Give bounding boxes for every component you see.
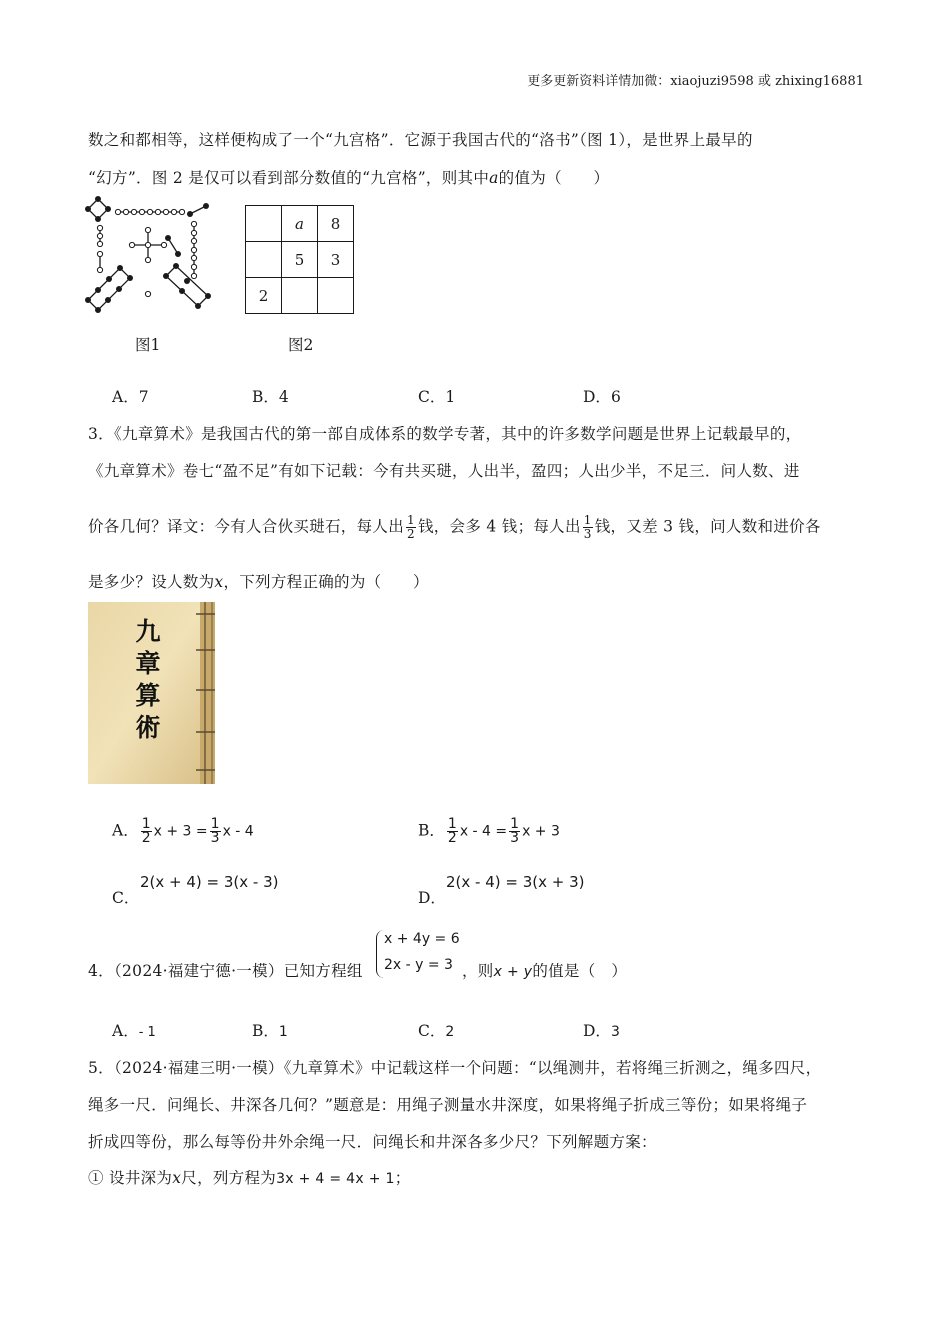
fraction-numerator: 1 [510,816,520,832]
grid-row [246,242,354,278]
option-value: - 1 [138,1025,156,1040]
option-expr: x + 3 [522,823,560,840]
option-label: D． [583,1022,611,1040]
fraction [447,818,458,845]
option-value: 7 [138,388,149,406]
jiuzhang-suanshu-book-image [88,602,215,784]
q5-equation: 3x + 4 = 4x + 1 [276,1171,395,1187]
q2-line2-part-a: “幻方”．图 2 是仅可以看到部分数值的“九宫格”，则其中 [88,169,490,187]
page-header: 更多更新资料详情加微：xiaojuzi9598 或 zhixing16881 [527,74,864,89]
q3-line3-part-c: 钱，又差 3 钱，问人数和进价各 [594,517,821,536]
fraction-half [406,514,416,541]
q2-text-line-2 [88,166,609,188]
option-value: 4 [278,388,289,406]
fraction-denominator: 2 [141,830,151,846]
fraction [141,818,152,845]
fraction [210,818,221,845]
grid-row [246,206,354,242]
q2-option-c[interactable] [418,385,455,407]
q3-text-line-1: 3．《九章算术》是我国古代的第一部自成体系的数学专著，其中的许多数学问题是世界上记载最早的， [88,425,802,443]
q4-prefix: 4．（2024·福建宁德·一模）已知方程组 [88,962,363,980]
q2-variable-a: a [489,169,499,187]
grid-cell [246,242,282,278]
fraction-numerator: 1 [141,816,151,832]
grid-cell: 3 [318,242,354,278]
option-label: A． [112,821,139,840]
fig1-caption: 图1 [135,336,161,354]
grid-cell: a [282,206,318,242]
fraction-denominator: 3 [583,527,592,541]
option-label: B． [418,821,445,840]
option-label: D． [583,388,611,406]
q4-option-c[interactable] [418,1019,454,1041]
nine-grid [245,205,354,314]
grid-cell: 2 [246,278,282,314]
q3-text-line-4 [88,570,429,592]
grid-cell [246,206,282,242]
book-title-char: 九 [135,617,161,646]
book-title-char: 術 [135,713,161,742]
q4-option-b[interactable] [252,1019,288,1041]
q4-suffix-part-a: ，则 [462,962,494,980]
q5-text-line-2: 绳多一尺．问绳长、井深各几何？”题意是：用绳子测量水井深度，如果将绳子折成三等份；如果将绳子 [88,1096,808,1114]
option-value: 6 [610,388,621,406]
option-value: 1 [445,388,456,406]
q3-text-line-3 [88,514,821,541]
option-value: 3 [610,1024,620,1040]
q4-option-d[interactable] [583,1019,620,1041]
q5-line4-part-a: ① 设井深为 [88,1169,173,1187]
fraction-denominator: 3 [210,830,220,846]
q3-option-d-expr[interactable]: 2(x - 4) = 3(x + 3) [446,873,585,891]
fraction-denominator: 2 [447,830,457,846]
q3-variable-x: x [214,573,224,591]
q2-line2-part-b: 的值为（ ） [498,169,610,187]
fraction-numerator: 1 [210,816,220,832]
q5-line4-part-c: ； [394,1169,411,1187]
fraction-numerator: 1 [407,513,415,527]
fraction [509,818,520,845]
option-label: B． [252,388,279,406]
fraction-denominator: 3 [510,830,520,846]
option-expr: x - 4 [222,823,254,840]
q4-suffix [462,959,627,981]
q3-line3-part-b: 钱，会多 4 钱；每人出 [417,517,581,536]
q3-option-c-label[interactable]: C． [112,889,140,907]
grid-cell [282,278,318,314]
q3-option-c-expr[interactable]: 2(x + 4) = 3(x - 3) [140,873,279,891]
q5-text-line-1: 5．（2024·福建三明·一模）《九章算术》中记载这样一个问题：“以绳测井，若将绳三折测之，绳多四尺， [88,1059,822,1077]
q5-text-line-4 [88,1166,411,1188]
option-expr: x + 3 = [153,823,208,840]
q2-option-d[interactable] [583,385,621,407]
q2-text-line-1: 数之和都相等，这样便构成了一个“九宫格”．它源于我国古代的“洛书”（图 1），是世界上最早的 [88,131,753,149]
q4-suffix-part-b: 的值是（ ） [532,962,628,980]
grid-row [246,278,354,314]
q5-line4-part-b: 尺，列方程为 [181,1169,277,1187]
q4-equation-1: x + 4y = 6 [384,931,460,947]
q4-option-a[interactable] [112,1019,156,1041]
luoshu-figure [82,196,212,314]
grid-cell: 5 [282,242,318,278]
option-label: A． [112,388,139,406]
fraction-numerator: 1 [583,513,592,527]
option-value: 2 [445,1024,455,1040]
q2-option-b[interactable] [252,385,289,407]
option-label: B． [252,1022,279,1040]
fraction-numerator: 1 [447,816,457,832]
q4-expression: x + y [493,964,533,980]
option-label: C． [418,388,446,406]
q3-line4-part-a: 是多少？设人数为 [88,573,215,591]
option-label: A． [112,1022,139,1040]
q3-line4-part-b: ，下列方程正确的为（ ） [223,573,429,591]
book-title [132,616,164,744]
grid-cell: 8 [318,206,354,242]
book-title-char: 章 [135,649,161,678]
option-expr: x - 4 = [459,823,508,840]
fraction-denominator: 2 [407,527,415,541]
fig2-caption: 图2 [288,336,314,354]
q4-equation-2: 2x - y = 3 [384,957,453,973]
q5-variable-x: x [172,1169,182,1187]
q3-option-d-label[interactable]: D． [418,889,446,907]
option-value: 1 [278,1024,288,1040]
q3-option-b[interactable] [418,818,560,845]
book-title-char: 算 [135,681,161,710]
grid-cell [318,278,354,314]
fraction-third [583,514,593,541]
q3-option-a[interactable] [112,818,254,845]
q3-line3-part-a: 价各几何？译文：今有人合伙买琎石，每人出 [88,517,405,536]
option-label: C． [418,1022,446,1040]
q2-option-a[interactable] [112,385,149,407]
q3-text-line-2: 《九章算术》卷七“盈不足”有如下记载：今有共买琎，人出半，盈四；人出少半，不足三．问人数、进 [88,462,800,480]
q5-text-line-3: 折成四等份，那么每等份井外余绳一尺．问绳长和井深各多少尺？下列解题方案： [88,1133,657,1151]
